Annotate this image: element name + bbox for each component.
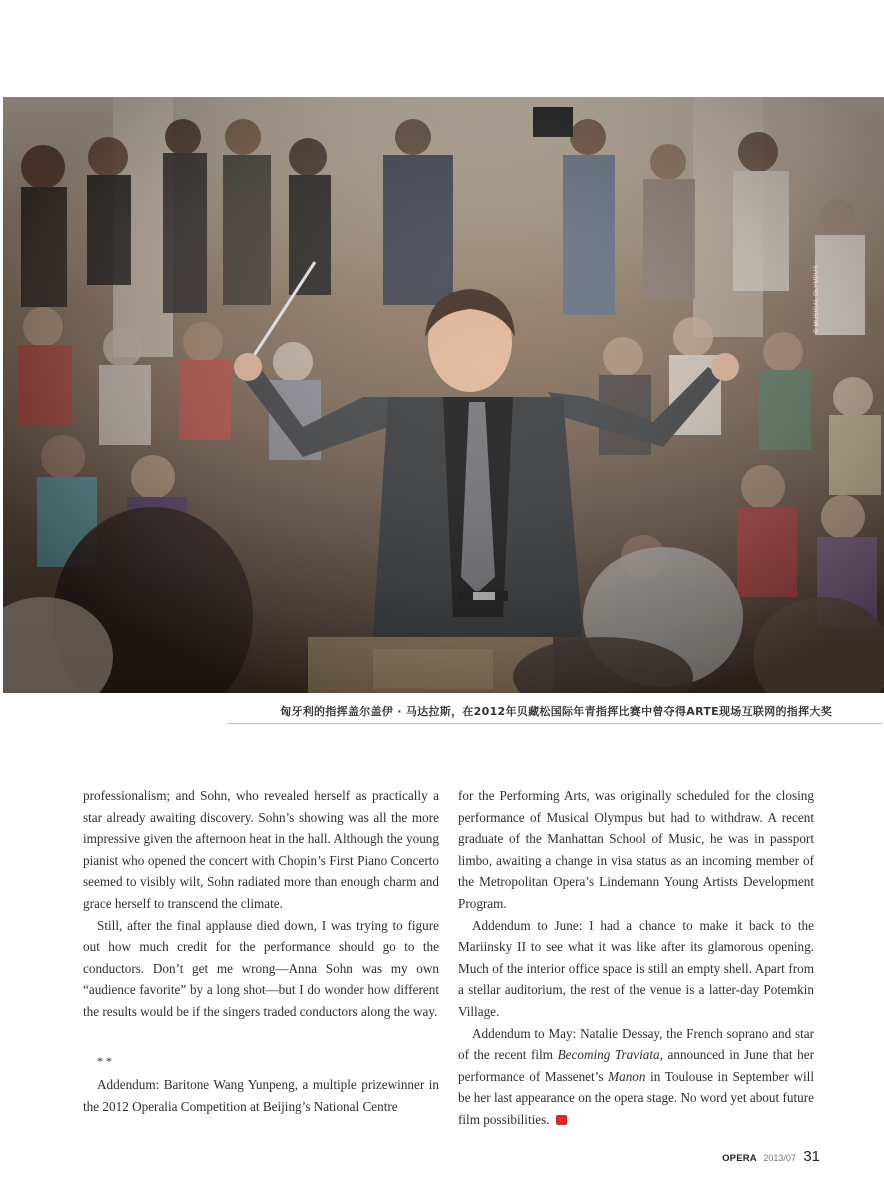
- paragraph-text: Addendum to May: Natalie Dessay, the French soprano and star of the recent film: [458, 1025, 814, 1063]
- opera-title: Manon: [608, 1068, 646, 1084]
- paragraph-text: in Toulouse in September will be her last appearance on the opera stage. No word yet about future film possibilities.: [458, 1068, 814, 1127]
- paragraph: for the Performing Arts, was originally scheduled for the closing performance of Musical Olympus but had to withdraw. A recent graduate of the Manhattan School of Music, he was in passport limbo, awaiting a change in visa status as an incoming member of the Metropolitan Opera’s Lindemann Young Artists Development Program.: [458, 788, 814, 911]
- issue-number: 2013/07: [763, 1153, 796, 1163]
- paragraph: professionalism; and Sohn, who revealed herself as practically a star already awaiting discovery. Sohn’s showing was all the more impressive given the afternoon heat in the hall. Although the young pianist who opened the concert with Chopin’s First Piano Concerto seemed to visibly wilt, Sohn radiated more than enough charm and grace herself to transcend the climate.: [83, 788, 439, 911]
- article-right-column: [458, 785, 814, 1131]
- paragraph-text: , announced in June that her performance of Massenet’s: [458, 1047, 814, 1084]
- film-title: Becoming Traviata: [557, 1047, 660, 1063]
- end-of-article-icon: [556, 1115, 567, 1125]
- photo-credit: © MUSICAL OLYMPUS: [814, 265, 820, 334]
- paragraph: Still, after the final applause died down, I was trying to figure out how much credit for the performance should go to the conductors. Don’t get me wrong—Anna Sohn was my own “audience favorite” by a long shot—but I do wonder how different the results would be if the singers traded conductors along the way.: [83, 917, 439, 1019]
- conductor-photo-illustration: [3, 97, 884, 693]
- paragraph: Addendum: Baritone Wang Yunpeng, a multiple prizewinner in the 2012 Operalia Competition at Beijing’s National Centre: [83, 1077, 439, 1114]
- page-number: 31: [803, 1148, 820, 1165]
- caption-divider: [228, 723, 882, 724]
- paragraph: [458, 1023, 814, 1131]
- conductor-photo: [3, 97, 884, 693]
- page-footer: [722, 1148, 820, 1166]
- paragraph: Addendum to June: I had a chance to make it back to the Mariinsky II to see what it was like after its glamorous opening. Much of the interior office space is still an empty shell. Apart from a stellar auditorium, the rest of the venue is a latter-day Potemkin Village.: [458, 917, 814, 1019]
- photo-caption: 匈牙利的指挥盖尔盖伊 · 马达拉斯，在2012年贝藏松国际年青指挥比赛中曾夺得ARTE现场互联网的指挥大奖: [280, 705, 832, 718]
- magazine-name: OPERA: [722, 1153, 757, 1164]
- article-left-column: [83, 785, 439, 1117]
- section-break: * *: [97, 1053, 112, 1068]
